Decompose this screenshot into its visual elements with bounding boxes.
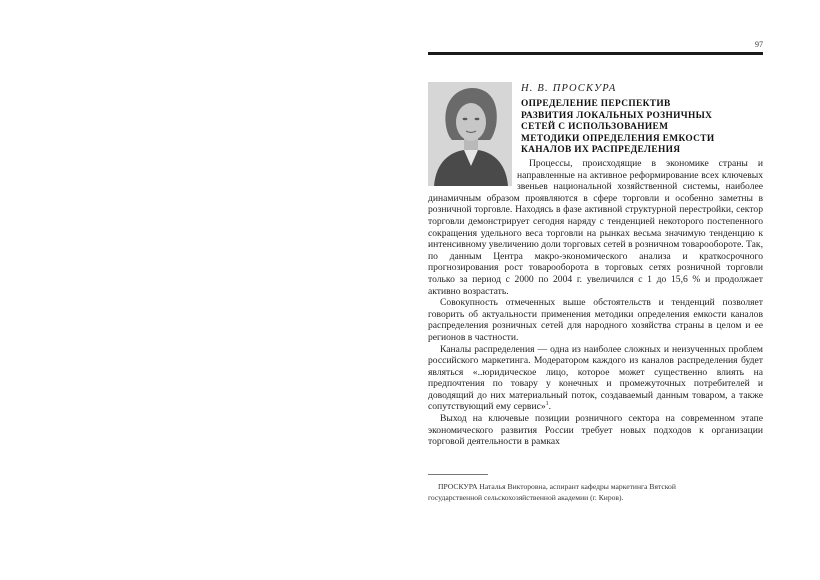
author-name: Н. В. ПРОСКУРА (521, 83, 617, 94)
title-line: СЕТЕЙ С ИСПОЛЬЗОВАНИЕМ (521, 122, 669, 132)
article-body (428, 158, 763, 448)
body-paragraph: Каналы распределения — одна из наиболее сложных и неизученных проблем российского маркетинга. Модератором каждого из каналов распределения будет являться «..юридическое лицо, которое может существенно влиять на предпочтения по товару у конечных и промежуточных потребителей и доводящий до них материальный поток, создаваемый данным товаром, а также сопутствующий ему сервис»$^1$. (428, 343, 763, 413)
page-number: 97 (755, 40, 763, 49)
title-line: ОПРЕДЕЛЕНИЕ ПЕРСПЕКТИВ (521, 99, 671, 109)
paragraph-text: Каналы распределения — одна из наиболее сложных и неизученных проблем российского маркетинга. Модератором каждого из каналов распределения будет являться «..юридическое лицо, которое может существенно влиять на предпочтения по товару у конечных и промежуточных потребителей и доводящий до них материальный поток, создаваемый данным товаром, а также сопутствующий ему сервис» (428, 343, 763, 413)
body-paragraph: Процессы, происходящие в экономике страны и направленные на активное реформирование всех ключевых звеньев национальной хозяйственной системы, наиболее динамичным образом проявляются в сфере торговли и особенно заметны в розничной торговле. Находясь в фазе активной структурной перестройки, сектор торговли демонстрирует сегодня наряду с тенденцией некоторого постепенного сокращения удельного веса торговли на рынках весьма значимую тенденцию к интенсивному увеличению доли торговых сетей в розничном товарообороте. Так, по данным Центра макро-экономического анализа и краткосрочного прогнозирования рост товарооборота в торговых сетях розничной торговли только за период с 2000 по 2004 г. увеличился с 1 до 15,6 % и продолжает активно возрастать. (428, 158, 763, 297)
footnote-rule (428, 474, 488, 475)
footnote-line: государственной сельскохозяйственной академии (г. Киров). (428, 493, 624, 502)
title-line: КАНАЛОВ ИХ РАСПРЕДЕЛЕНИЯ (521, 145, 681, 155)
photo-wrap-space (428, 158, 517, 190)
title-line: МЕТОДИКИ ОПРЕДЕЛЕНИЯ ЕМКОСТИ (521, 133, 715, 144)
footnote (428, 481, 768, 503)
header-rule (428, 52, 763, 55)
body-paragraph: Совокупность отмеченных выше обстоятельств и тенденций позволяет говорить об актуальности применения методики определения емкости каналов распределения розничных сетей для народного хозяйства страны в целом и ее регионов в частности. (428, 297, 763, 343)
footnote-line: ПРОСКУРА Наталья Викторовна, аспирант кафедры маркетинга Вятской (438, 482, 676, 491)
title-line: РАЗВИТИЯ ЛОКАЛЬНЫХ РОЗНИЧНЫХ (521, 110, 713, 121)
article-title (521, 99, 766, 157)
footnote-marker: 1 (545, 401, 549, 408)
body-paragraph: Выход на ключевые позиции розничного сектора на современном этапе экономического развития России требует новых подходов к организации торговой деятельности в рамках (428, 413, 763, 448)
